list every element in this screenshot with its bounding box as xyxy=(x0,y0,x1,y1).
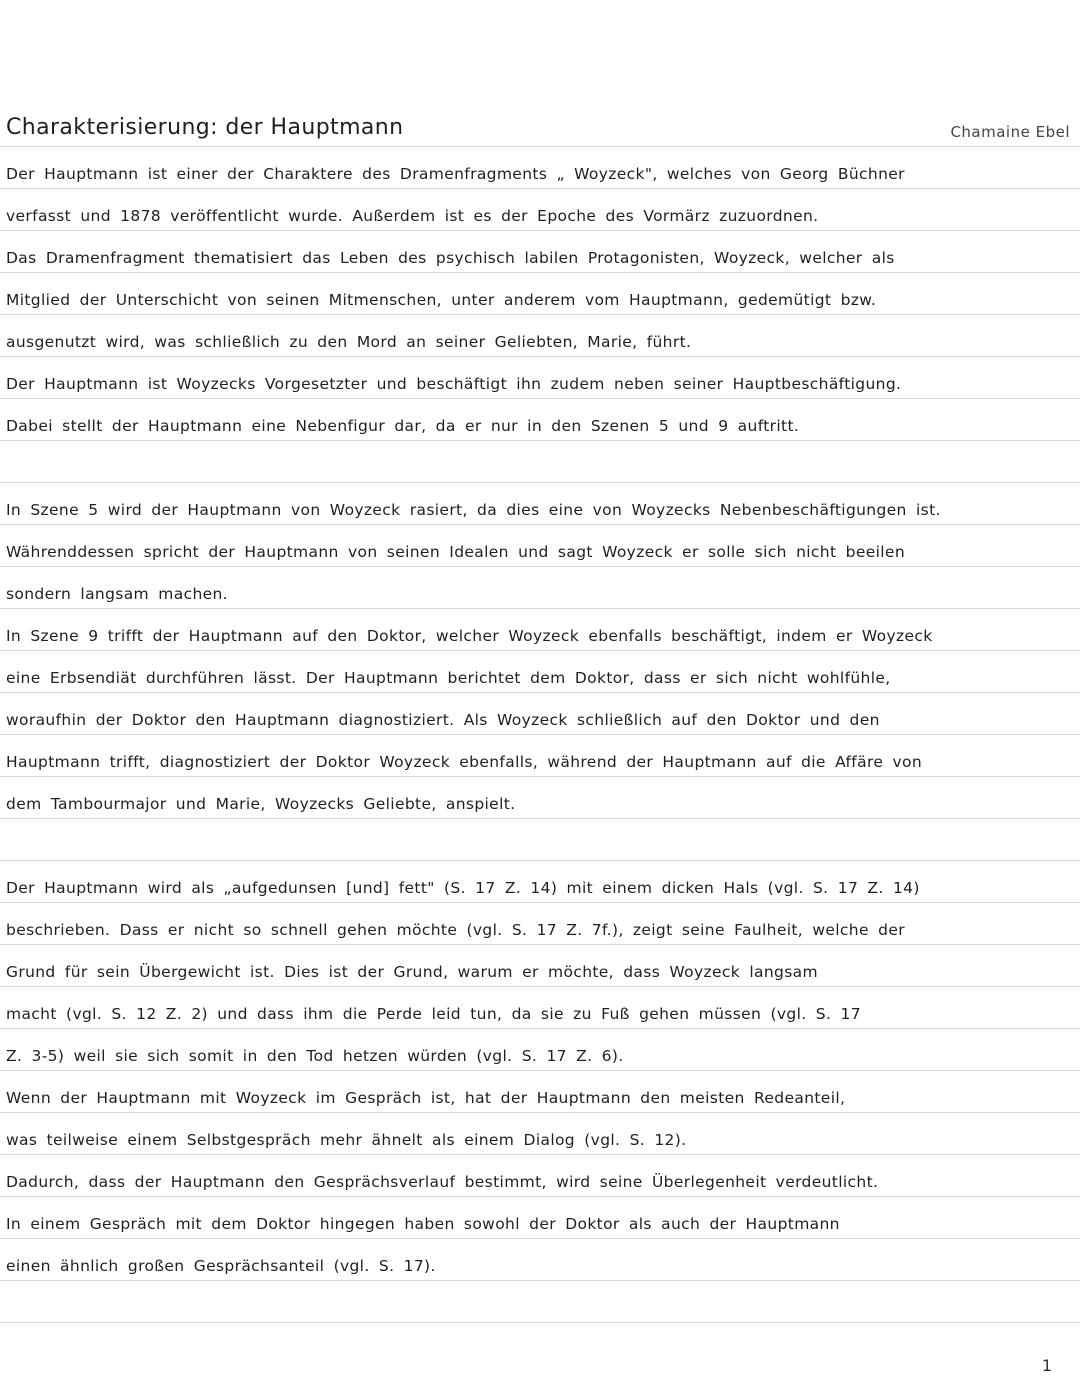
text-line: In einem Gespräch mit dem Doktor hingegen haben sowohl der Doktor als auch der Hauptmann xyxy=(6,1215,840,1233)
text-line: woraufhin der Doktor den Hauptmann diagnostiziert. Als Woyzeck schließlich auf den Doktor und den xyxy=(6,711,880,729)
ruled-line xyxy=(0,1322,1080,1323)
ruled-line xyxy=(0,1196,1080,1197)
ruled-line xyxy=(0,692,1080,693)
ruled-line xyxy=(0,650,1080,651)
text-line: Währenddessen spricht der Hauptmann von seinen Idealen und sagt Woyzeck er solle sich nicht beeilen xyxy=(6,543,905,561)
ruled-line xyxy=(0,734,1080,735)
ruled-line xyxy=(0,482,1080,483)
text-line: Mitglied der Unterschicht von seinen Mitmenschen, unter anderem vom Hauptmann, gedemütigt bzw. xyxy=(6,291,877,309)
text-line: Grund für sein Übergewicht ist. Dies ist der Grund, warum er möchte, dass Woyzeck langsam xyxy=(6,963,818,981)
text-line: Das Dramenfragment thematisiert das Leben des psychisch labilen Protagonisten, Woyzeck, welcher als xyxy=(6,249,895,267)
ruled-line xyxy=(0,1028,1080,1029)
text-line: Der Hauptmann wird als „aufgedunsen [und] fett" (S. 17 Z. 14) mit einem dicken Hals (vgl. S. 17 Z. 14) xyxy=(6,879,920,897)
text-line: In Szene 5 wird der Hauptmann von Woyzeck rasiert, da dies eine von Woyzecks Nebenbeschäftigungen ist. xyxy=(6,501,941,519)
ruled-line xyxy=(0,398,1080,399)
ruled-line xyxy=(0,1112,1080,1113)
ruled-line xyxy=(0,566,1080,567)
ruled-line xyxy=(0,944,1080,945)
text-line: eine Erbsendiät durchführen lässt. Der Hauptmann berichtet dem Doktor, dass er sich nicht wohlfühle, xyxy=(6,669,891,687)
text-line: sondern langsam machen. xyxy=(6,585,228,603)
ruled-line xyxy=(0,986,1080,987)
ruled-line xyxy=(0,1238,1080,1239)
ruled-line xyxy=(0,314,1080,315)
text-line: Der Hauptmann ist einer der Charaktere des Dramenfragments „ Woyzeck", welches von Georg Büchner xyxy=(6,165,905,183)
text-line: einen ähnlich großen Gesprächsanteil (vgl. S. 17). xyxy=(6,1257,436,1275)
ruled-line xyxy=(0,1070,1080,1071)
ruled-line xyxy=(0,860,1080,861)
text-line: beschrieben. Dass er nicht so schnell gehen möchte (vgl. S. 17 Z. 7f.), zeigt seine Faulheit, welche der xyxy=(6,921,905,939)
text-line: Wenn der Hauptmann mit Woyzeck im Gespräch ist, hat der Hauptmann den meisten Redeanteil, xyxy=(6,1089,846,1107)
author-name: Chamaine Ebel xyxy=(950,123,1070,141)
text-line: In Szene 9 trifft der Hauptmann auf den Doktor, welcher Woyzeck ebenfalls beschäftigt, indem er Woyzeck xyxy=(6,627,933,645)
text-line: Der Hauptmann ist Woyzecks Vorgesetzter und beschäftigt ihn zudem neben seiner Hauptbeschäftigung. xyxy=(6,375,902,393)
text-line: Z. 3-5) weil sie sich somit in den Tod hetzen würden (vgl. S. 17 Z. 6). xyxy=(6,1047,624,1065)
text-line: dem Tambourmajor und Marie, Woyzecks Geliebte, anspielt. xyxy=(6,795,516,813)
ruled-line xyxy=(0,146,1080,147)
text-line: Dadurch, dass der Hauptmann den Gesprächsverlauf bestimmt, wird seine Überlegenheit verdeutlicht. xyxy=(6,1173,879,1191)
page-title: Charakterisierung: der Hauptmann xyxy=(6,115,404,140)
ruled-line xyxy=(0,272,1080,273)
text-line: macht (vgl. S. 12 Z. 2) und dass ihm die Perde leid tun, da sie zu Fuß gehen müssen (vgl. S. 17 xyxy=(6,1005,861,1023)
ruled-line xyxy=(0,608,1080,609)
ruled-line xyxy=(0,902,1080,903)
page-number: 1 xyxy=(1041,1356,1052,1375)
text-line: Dabei stellt der Hauptmann eine Nebenfigur dar, da er nur in den Szenen 5 und 9 auftritt. xyxy=(6,417,800,435)
ruled-line xyxy=(0,776,1080,777)
ruled-line xyxy=(0,1280,1080,1281)
ruled-line xyxy=(0,440,1080,441)
ruled-line xyxy=(0,188,1080,189)
ruled-line xyxy=(0,1154,1080,1155)
text-line: was teilweise einem Selbstgespräch mehr ähnelt als einem Dialog (vgl. S. 12). xyxy=(6,1131,687,1149)
text-line: verfasst und 1878 veröffentlicht wurde. Außerdem ist es der Epoche des Vormärz zuzuordnen. xyxy=(6,207,819,225)
ruled-line xyxy=(0,818,1080,819)
ruled-line xyxy=(0,356,1080,357)
ruled-line xyxy=(0,524,1080,525)
text-line: Hauptmann trifft, diagnostiziert der Doktor Woyzeck ebenfalls, während der Hauptmann auf die Affäre von xyxy=(6,753,923,771)
ruled-line xyxy=(0,230,1080,231)
text-line: ausgenutzt wird, was schließlich zu den Mord an seiner Geliebten, Marie, führt. xyxy=(6,333,692,351)
